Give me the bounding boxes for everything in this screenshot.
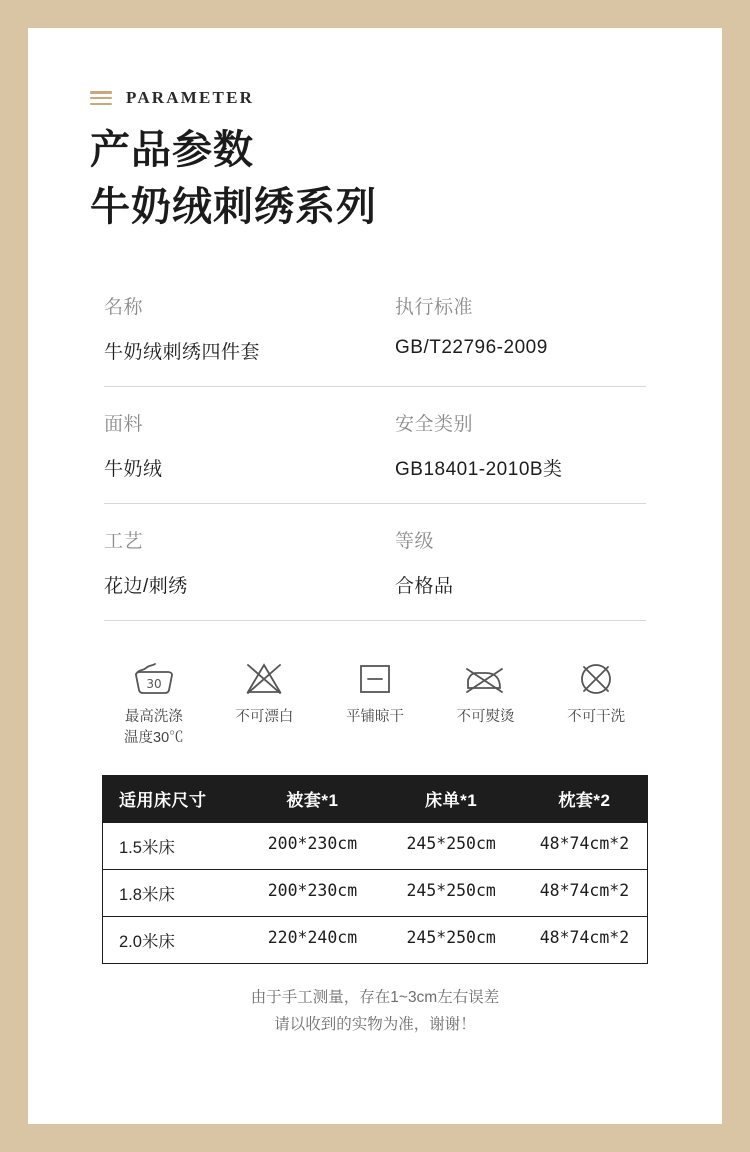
cell-bed-size: 2.0米床 <box>119 932 175 951</box>
spec-label: 名称 <box>104 296 144 318</box>
care-label: 不可熨烫 <box>456 708 515 725</box>
no-iron-icon <box>434 655 538 701</box>
spec-value: 牛奶绒刺绣四件套 <box>104 341 261 363</box>
page-title-line-2: 牛奶绒刺绣系列 <box>90 183 377 230</box>
spec-label: 面料 <box>104 413 144 435</box>
cell-bed-sheet: 245*250cm <box>406 833 496 853</box>
cell-pillowcase: 48*74cm*2 <box>539 880 630 900</box>
care-item-no-dry-clean <box>544 655 648 749</box>
page-title-line-1: 产品参数 <box>90 127 254 173</box>
spec-value: GB18401-2010B类 <box>395 458 563 480</box>
spec-row <box>104 292 646 387</box>
measurement-disclaimer <box>90 984 660 1038</box>
column-header-pillowcase: 枕套*2 <box>558 790 611 810</box>
disclaimer-line-2: 请以收到的实物为准，谢谢！ <box>274 1015 476 1033</box>
column-header-duvet-cover: 被套*1 <box>286 790 339 810</box>
cell-duvet-cover: 200*230cm <box>267 833 358 853</box>
spec-label: 等级 <box>395 530 435 552</box>
no-dry-clean-circle-icon <box>544 655 648 701</box>
column-header-bed-size: 适用床尺寸 <box>119 790 207 810</box>
cell-bed-size: 1.8米床 <box>119 885 175 904</box>
section-eyebrow <box>90 88 660 108</box>
column-header-bed-sheet: 床单*1 <box>425 790 478 810</box>
spec-cell-fabric <box>104 409 375 481</box>
spec-cell-safety-class <box>375 409 646 481</box>
spec-label: 工艺 <box>104 530 144 552</box>
page-title <box>90 122 660 236</box>
spec-value: 花边/刺绣 <box>104 575 188 597</box>
spec-row <box>104 409 646 504</box>
spec-cell-grade <box>375 526 646 598</box>
spec-value: GB/T22796-2009 <box>395 336 548 358</box>
care-item-no-bleach <box>213 655 317 749</box>
care-item-wash <box>102 655 206 749</box>
flat-dry-square-icon <box>323 655 427 701</box>
wash-tub-30-icon <box>102 655 206 701</box>
spec-value: 牛奶绒 <box>104 458 163 480</box>
cell-bed-size: 1.5米床 <box>119 838 175 857</box>
no-bleach-triangle-icon <box>213 655 317 701</box>
care-instructions <box>102 655 648 749</box>
eyebrow-label: PARAMETER <box>126 88 255 107</box>
cell-bed-sheet: 245*250cm <box>406 880 496 900</box>
care-item-no-iron <box>434 655 538 749</box>
table-row <box>103 869 647 916</box>
size-table <box>102 775 648 964</box>
svg-text:30: 30 <box>146 676 162 691</box>
spec-value: 合格品 <box>395 575 454 597</box>
spec-label: 安全类别 <box>395 413 474 435</box>
spec-label: 执行标准 <box>395 296 474 318</box>
spec-list <box>104 292 646 621</box>
spec-cell-craft <box>104 526 375 598</box>
product-parameter-card <box>28 28 722 1124</box>
disclaimer-line-1: 由于手工测量，存在1~3cm左右误差 <box>250 988 500 1006</box>
care-label: 平铺晾干 <box>345 708 404 725</box>
care-item-flat-dry <box>323 655 427 749</box>
care-label: 不可漂白 <box>235 708 294 725</box>
cell-duvet-cover: 200*230cm <box>267 880 358 900</box>
hamburger-icon <box>90 91 112 105</box>
care-label: 不可干洗 <box>567 708 626 725</box>
table-row <box>103 822 647 869</box>
spec-row <box>104 526 646 621</box>
spec-cell-name <box>104 292 375 364</box>
size-table-header <box>103 775 647 822</box>
care-label: 最高洗涤 温度30℃ <box>124 708 184 746</box>
table-row <box>103 916 647 963</box>
cell-bed-sheet: 245*250cm <box>406 927 496 947</box>
cell-duvet-cover: 220*240cm <box>267 927 358 947</box>
spec-cell-standard <box>375 292 646 364</box>
cell-pillowcase: 48*74cm*2 <box>539 927 630 947</box>
cell-pillowcase: 48*74cm*2 <box>539 833 630 853</box>
